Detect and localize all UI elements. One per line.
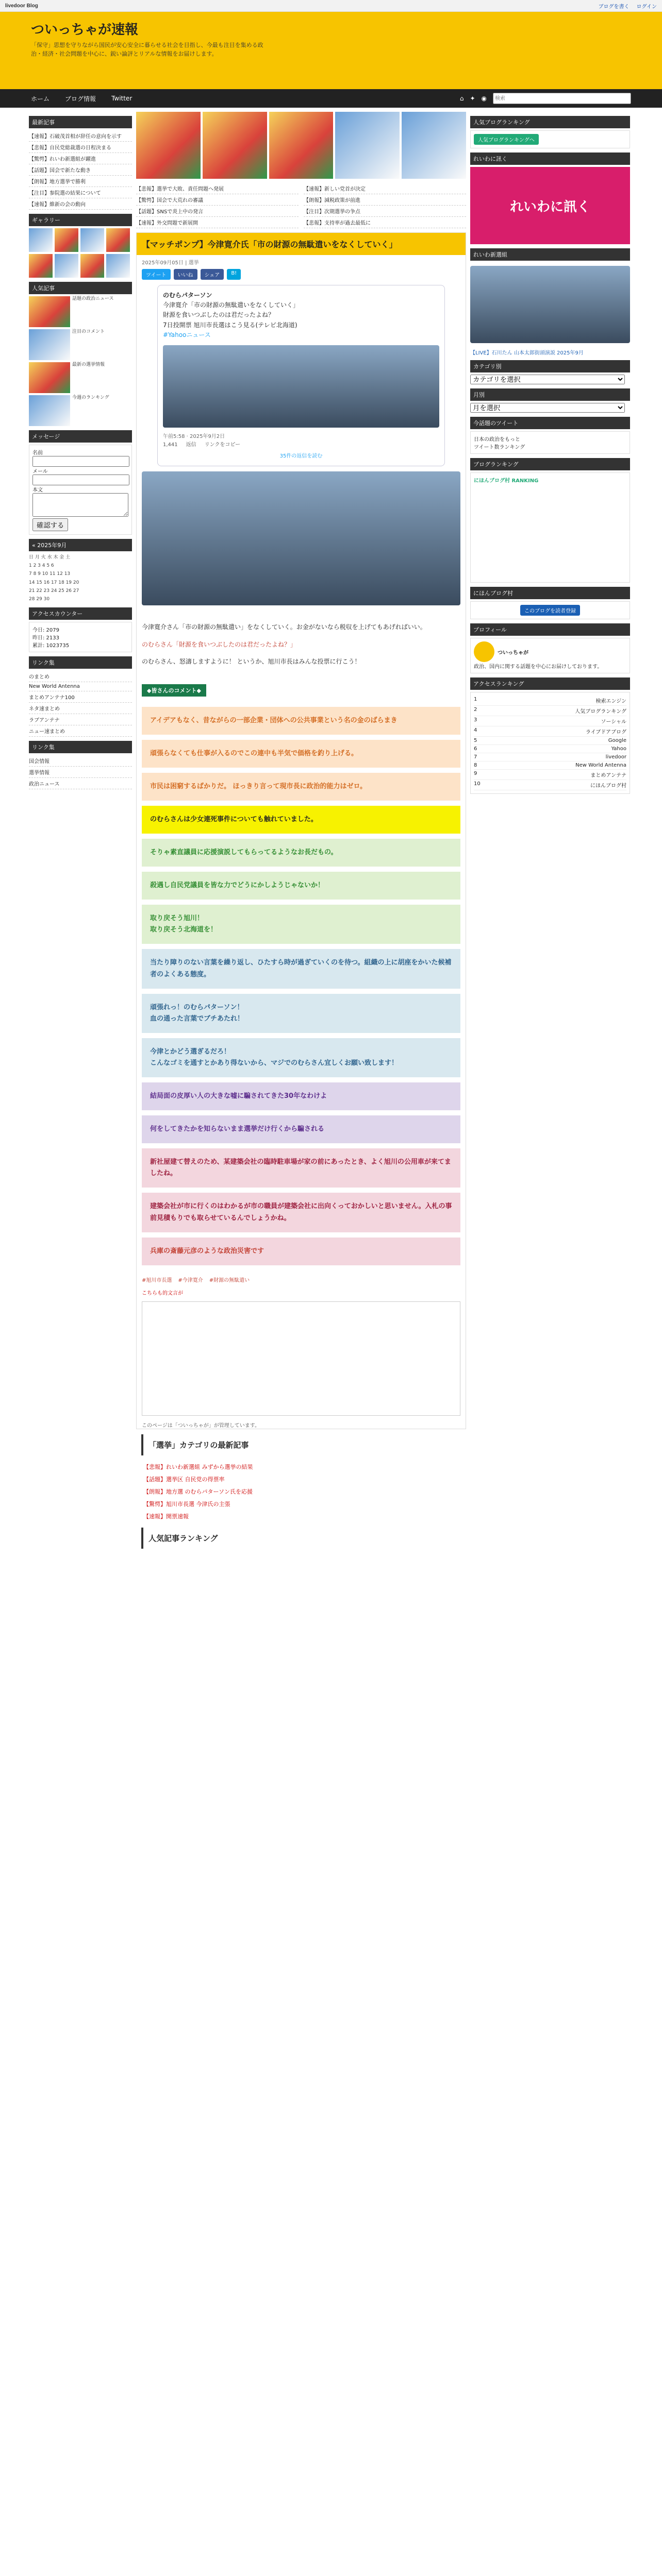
category-link[interactable]: 政治ニュース <box>29 778 132 789</box>
rank-source[interactable]: Google <box>608 738 626 743</box>
nav-twitter[interactable]: Twitter <box>111 95 133 102</box>
access-rank-row[interactable] <box>474 726 626 737</box>
blog-rank-box <box>470 130 630 148</box>
rank-number: 7 <box>474 754 477 760</box>
site-title[interactable]: ついっちゃが速報 <box>31 22 139 37</box>
tweet-photo[interactable] <box>163 345 439 428</box>
reiwa-banner[interactable]: れいわに訊く <box>470 167 630 244</box>
rank-source[interactable]: まとめアンテナ <box>590 773 626 778</box>
gallery-grid <box>29 228 132 278</box>
comment-block: 兵庫の斎藤元彦のような政治災害です <box>142 1238 460 1265</box>
body-paragraph: 今津寛介さん「市の財源の無駄遣い」をなくしていく。お金がないなら税収を上げてもあげればいい。 <box>142 623 426 631</box>
name-label: 名前 <box>32 450 43 456</box>
ranking-title: ブログランキング <box>470 458 630 470</box>
hatena-button[interactable]: B! <box>227 269 241 280</box>
submit-button[interactable]: 確認する <box>32 518 68 531</box>
rank-number: 5 <box>474 738 477 743</box>
link-item[interactable]: ラブアンテナ <box>29 714 132 725</box>
rank-number: 2 <box>474 707 477 713</box>
rank-number: 8 <box>474 762 477 768</box>
access-rank-row[interactable] <box>474 716 626 726</box>
headline-item[interactable]: 【話題】SNSで炎上中の発言 <box>136 206 299 217</box>
tweet-button[interactable]: ツイート <box>142 269 171 280</box>
home-icon[interactable]: ⌂ <box>459 95 464 102</box>
gallery-thumb[interactable] <box>106 228 130 252</box>
category-select-title: カテゴリ別 <box>470 360 630 372</box>
link-item[interactable]: ニュー速まとめ <box>29 725 132 737</box>
related-item[interactable]: 【驚愕】旭川市長選 今津氏の主張 <box>143 1500 230 1507</box>
popular-caption[interactable]: 今週のランキング <box>72 395 109 400</box>
recent-list <box>29 130 132 210</box>
featured-thumb[interactable] <box>335 112 400 179</box>
access-rank-row[interactable] <box>474 753 626 761</box>
write-blog-link[interactable]: ブログを書く <box>598 4 630 10</box>
live-title: れいわ新選組 <box>470 248 630 261</box>
live-video[interactable] <box>470 266 630 343</box>
rank-number: 10 <box>474 781 481 787</box>
access-rank-row[interactable] <box>474 761 626 770</box>
access-rank-row[interactable] <box>474 706 626 716</box>
message-form <box>29 445 132 535</box>
related-item[interactable]: 【朗報】地方選 のむらパターソン氏を応援 <box>143 1488 253 1495</box>
popular-ranking-title: 人気記事ランキング <box>141 1528 461 1549</box>
gallery-thumb[interactable] <box>55 254 78 278</box>
nav-blog-info[interactable]: ブログ情報 <box>65 95 96 103</box>
featured-thumb[interactable] <box>136 112 201 179</box>
calendar-row: 日 月 火 水 木 金 土 <box>29 555 71 560</box>
popular-thumb[interactable] <box>29 329 70 360</box>
comments-title: ◆皆さんのコメント◆ <box>142 684 206 697</box>
follow-link[interactable]: ツイート数ランキング <box>474 445 525 450</box>
rank-source[interactable]: Yahoo <box>611 746 626 752</box>
mail-field[interactable] <box>32 474 129 485</box>
body-label: 本文 <box>32 487 43 493</box>
article <box>136 232 466 1429</box>
popular-caption[interactable]: 最新の選挙情報 <box>72 362 105 367</box>
related-item[interactable]: 【速報】開票速報 <box>143 1513 189 1520</box>
comments-list <box>137 707 466 1265</box>
tweet-line: 財源を食いつぶしたのは君だったよね？ <box>163 311 275 319</box>
share-buttons <box>137 269 466 280</box>
article-photo <box>142 471 460 605</box>
tweet-reply[interactable]: 返信 <box>186 442 196 448</box>
recent-item[interactable]: 【朗報】地方選挙で勝利 <box>29 176 132 187</box>
tweet-line: 7日投開票 旭川市長選はこう見る(テレビ北海道) <box>163 321 297 329</box>
gallery-thumb[interactable] <box>29 228 53 252</box>
profile-name[interactable]: ついっちゃが <box>498 650 528 656</box>
profile-box <box>470 638 630 673</box>
comment-block: 何をしてきたかを知らないまま選挙だけ行くから騙される <box>142 1115 460 1143</box>
related-list <box>136 1461 466 1522</box>
headline-item[interactable]: 【朗報】減税政策が前進 <box>304 194 466 206</box>
main-nav <box>0 89 662 108</box>
profile-desc: 政治、国内に関する話題を中心にお届けしております。 <box>474 664 603 670</box>
featured-thumb[interactable] <box>203 112 267 179</box>
headline-item[interactable]: 【注目】次期選挙の争点 <box>304 206 466 217</box>
ranking-logo[interactable]: にほんブログ村 RANKING <box>474 478 539 484</box>
links-title: リンク集 <box>29 656 132 669</box>
tweet-line: 今津寛介「市の財源の無駄遣いをなくしていく」 <box>163 301 300 309</box>
category-link[interactable]: 選挙情報 <box>29 767 132 778</box>
recent-item[interactable]: 【驚愕】れいわ新選組が躍進 <box>29 153 132 164</box>
headline-item[interactable]: 【速報】新しい党首が決定 <box>304 183 466 194</box>
blog-rank-button[interactable]: 人気ブログランキングへ <box>474 134 539 145</box>
rank-number: 1 <box>474 697 477 702</box>
category-select[interactable] <box>470 375 625 384</box>
category-links-title: リンク集 <box>29 741 132 753</box>
headline-item[interactable]: 【悲報】支持率が過去最低に <box>304 217 466 228</box>
ranking-widget <box>470 472 630 583</box>
access-rank-table <box>470 692 630 794</box>
name-field[interactable] <box>32 456 129 467</box>
like-button[interactable]: いいね <box>174 269 197 280</box>
blog-rank-title: 人気ブログランキング <box>470 116 630 128</box>
live-caption[interactable]: 【LIVE】石川たん 山本太郎街頭演説 2025年9月 <box>470 350 584 356</box>
embedded-tweet <box>157 285 445 466</box>
article-title[interactable]: 【マッチポンプ】今津寛介氏「市の財源の無駄遣いをなくしていく」 <box>137 233 466 255</box>
tag[interactable]: #旭川市長選 <box>142 1277 172 1283</box>
reiwa-title: れいわに訊く <box>470 152 630 165</box>
comment-block: 市民は困窮するばかりだ。 ほっきり言って現市長に政治的能力はゼロ。 <box>142 773 460 801</box>
related-item[interactable]: 【話題】選挙区 自民党の得票率 <box>143 1476 225 1483</box>
popular-thumb[interactable] <box>29 362 70 393</box>
access-rank-row[interactable] <box>474 770 626 780</box>
follow-box <box>470 431 630 454</box>
comment-block: そりゃ素直議員に応援演説してもらってるようなお長だもの。 <box>142 839 460 867</box>
comment-block: 今津とかどう選ぎるだろ！ こんなゴミを通すとかあり得ないから、マジでのむらさん宜しくお願い致します！ <box>142 1038 460 1077</box>
rank-source[interactable]: livedoor <box>605 754 626 760</box>
popular-caption[interactable]: 注目のコメント <box>72 329 105 334</box>
rss-box <box>470 601 630 619</box>
recent-item[interactable]: 【速報】石破茂首相が辞任の意向を示す <box>29 130 132 142</box>
login-link[interactable]: ログイン <box>636 4 657 10</box>
popular-thumb[interactable] <box>29 296 70 327</box>
access-total: 累計: 1023735 <box>32 643 70 649</box>
popular-title: 人気記事 <box>29 282 132 294</box>
headline-item[interactable]: 【悲報】選挙で大敗、責任問題へ発展 <box>136 183 299 194</box>
calendar-row[interactable]: 21 22 23 24 25 26 27 <box>29 588 79 594</box>
access-yesterday: 昨日: 2133 <box>32 635 59 641</box>
calendar <box>29 553 132 603</box>
calendar-row[interactable]: 1 2 3 4 5 6 <box>29 563 54 569</box>
comment-block: 取り戻そう旭川！ 取り戻そう北海道を！ <box>142 905 460 944</box>
message-title: メッセージ <box>29 430 132 443</box>
recent-title: 最新記事 <box>29 116 132 128</box>
livedoor-logo[interactable]: livedoor Blog <box>5 3 38 9</box>
featured-thumbs <box>136 112 466 179</box>
mail-label: メール <box>32 469 48 474</box>
tweet-copy-link[interactable]: リンクをコピー <box>204 442 241 448</box>
share-button[interactable]: シェア <box>201 269 224 280</box>
calendar-row[interactable]: 14 15 16 17 18 19 20 <box>29 580 79 585</box>
headline-item[interactable]: 【速報】外交問題で新展開 <box>136 217 299 228</box>
tweet-read-replies[interactable]: 35件の返信を読む <box>279 453 323 459</box>
related-item[interactable]: 【悲報】れいわ新選組 みずから選挙の結果 <box>143 1463 253 1470</box>
recent-item[interactable]: 【悲報】自民党総裁選の日程決まる <box>29 142 132 153</box>
gallery-thumb[interactable] <box>55 228 78 252</box>
recent-item[interactable]: 【話題】国会で新たな動き <box>29 164 132 176</box>
twitter-icon[interactable]: ✦ <box>470 95 475 102</box>
featured-thumb[interactable] <box>269 112 334 179</box>
link-item[interactable]: まとめアンテナ100 <box>29 691 132 703</box>
article-body <box>137 611 466 679</box>
left-sidebar <box>29 112 132 1554</box>
content-wrap <box>0 108 662 1558</box>
access-rank-row[interactable] <box>474 745 626 753</box>
access-rank-title: アクセスランキング <box>470 677 630 690</box>
comment-block: 殺遇し自民党議員を皆な力でどうにかしようじゃないか！ <box>142 872 460 900</box>
comment-block: 建築会社が市に行くのはわかるが市の職員が建築会社に出向くっておかしいと思いません。入札の事前見積もりでも取らせているんでしょうかね。 <box>142 1193 460 1232</box>
popular-list <box>29 296 132 426</box>
gallery-thumb[interactable] <box>80 228 104 252</box>
follow-title: 今話題のツイート <box>470 417 630 429</box>
calendar-row[interactable]: 7 8 9 10 11 12 13 <box>29 571 71 577</box>
tweet-hashtag[interactable]: #Yahooニュース <box>163 331 211 338</box>
tag[interactable]: #今津寛介 <box>178 1277 203 1283</box>
comment-block: のむらさんは少女連死事件についても触れていました。 <box>142 806 460 834</box>
link-item[interactable]: New World Antenna <box>29 682 132 691</box>
rank-number: 4 <box>474 727 477 733</box>
links-list <box>29 671 132 737</box>
recent-item[interactable]: 【速報】維新の会の動向 <box>29 198 132 210</box>
comment-block: 当たり障りのない言葉を繰り返し、ひたすら時が過ぎていくのを待つ。組織の上に胡座をかいた候補者のよくある態度。 <box>142 949 460 988</box>
access-rank-row[interactable] <box>474 737 626 745</box>
body-paragraph: のむらさん、怒濤しますように！ というか、旭川市長はみんな投票に行こう！ <box>142 658 361 666</box>
follow-link[interactable]: 日本の政治をもっと <box>474 437 520 443</box>
comment-form-note: このページは「ついっちゃが」が管理しています。 <box>142 1422 260 1429</box>
access-rank-row[interactable] <box>474 696 626 706</box>
gallery-title: ギャラリー <box>29 214 132 226</box>
related-title: 「選挙」カテゴリの最新記事 <box>141 1434 461 1455</box>
access-today: 今日: 2079 <box>32 628 59 634</box>
comment-block: 結局面の皮厚い人の大きな嘘に騙されてきた30年なわけよ <box>142 1082 460 1110</box>
access-counter <box>29 622 132 652</box>
gallery-thumb[interactable] <box>80 254 104 278</box>
comment-form-label: こちらも的文言が <box>142 1290 183 1296</box>
rss-icon[interactable]: ◉ <box>481 95 487 102</box>
link-item[interactable]: ネタ速まとめ <box>29 703 132 714</box>
rank-source[interactable]: 検索エンジン <box>595 699 626 704</box>
body-field[interactable] <box>32 493 128 517</box>
rank-source[interactable]: ソーシャル <box>601 719 626 725</box>
calendar-title[interactable]: « 2025年9月 <box>29 539 132 551</box>
main-column <box>136 112 466 1554</box>
rank-source[interactable]: ライブドアブログ <box>585 730 626 735</box>
avatar <box>474 641 494 662</box>
archive-title: 月別 <box>470 388 630 401</box>
tag[interactable]: #財源の無駄遣い <box>209 1277 250 1283</box>
access-title: アクセスカウンター <box>29 607 132 620</box>
rank-number: 9 <box>474 771 477 776</box>
link-item[interactable]: のまとめ <box>29 671 132 682</box>
access-rank-row[interactable] <box>474 780 626 790</box>
comment-block: アイデアもなく、昔ながらの一部企業・団体への公共事業という名の金のばらまき <box>142 707 460 735</box>
article-meta: 2025年09月05日 | 選挙 <box>142 260 199 266</box>
rss-button[interactable]: このブログを読者登録 <box>520 605 580 616</box>
right-sidebar <box>470 112 630 1554</box>
popular-caption[interactable]: 話題の政治ニュース <box>72 296 114 301</box>
recent-item[interactable]: 【注目】参院選の結果について <box>29 187 132 198</box>
search-input[interactable] <box>493 93 631 104</box>
category-links-list <box>29 755 132 789</box>
profile-title: プロフィール <box>470 623 630 636</box>
rank-number: 3 <box>474 717 477 723</box>
gallery-thumb[interactable] <box>29 254 53 278</box>
headline-list <box>136 183 466 228</box>
rss-title: にほんブログ村 <box>470 587 630 599</box>
comment-block: 頑張れっ！のむらパターソン！ 血の通った言葉でブチあたれ！ <box>142 994 460 1033</box>
category-link[interactable]: 国会情報 <box>29 755 132 767</box>
tweet-likes[interactable]: 1,441 <box>163 442 178 448</box>
top-bar <box>0 0 662 12</box>
body-paragraph: のむらさん「財源を食いつぶしたのは君だったよね？」 <box>142 640 297 648</box>
nav-home[interactable]: ホーム <box>31 95 50 103</box>
popular-thumb[interactable] <box>29 395 70 426</box>
tweet-user[interactable]: のむらパターソン <box>163 292 212 299</box>
comment-block: 新社屋建て替えのため、某建築会社の臨時駐車場が家の前にあったとき、よく旭川の公用車が来てましたね。 <box>142 1148 460 1188</box>
tweet-time: 午前5:58 · 2025年9月2日 <box>163 433 225 439</box>
site-description: 「保守」思想を守りながら国民が安心安全に暮らせる社会を目指し、今最も注目を集める政治・経済・社会問題を中心に、鋭い論評とリアルな情報をお届けします。 <box>31 42 263 57</box>
tags <box>137 1270 466 1289</box>
rank-source[interactable]: にほんブログ村 <box>590 783 626 789</box>
comment-form[interactable] <box>142 1301 460 1416</box>
archive-select[interactable] <box>470 403 625 413</box>
site-header <box>0 12 662 89</box>
rank-source[interactable]: 人気ブログランキング <box>575 709 626 715</box>
comment-block: 頑張らなくても仕事が入るのでこの連中も半気で価格を釣り上げる。 <box>142 740 460 768</box>
gallery-thumb[interactable] <box>106 254 130 278</box>
rank-source[interactable]: New World Antenna <box>575 762 626 768</box>
headline-item[interactable]: 【驚愕】国会で大荒れの審議 <box>136 194 299 206</box>
calendar-row[interactable]: 28 29 30 <box>29 596 50 602</box>
rank-number: 6 <box>474 746 477 752</box>
featured-thumb[interactable] <box>402 112 466 179</box>
